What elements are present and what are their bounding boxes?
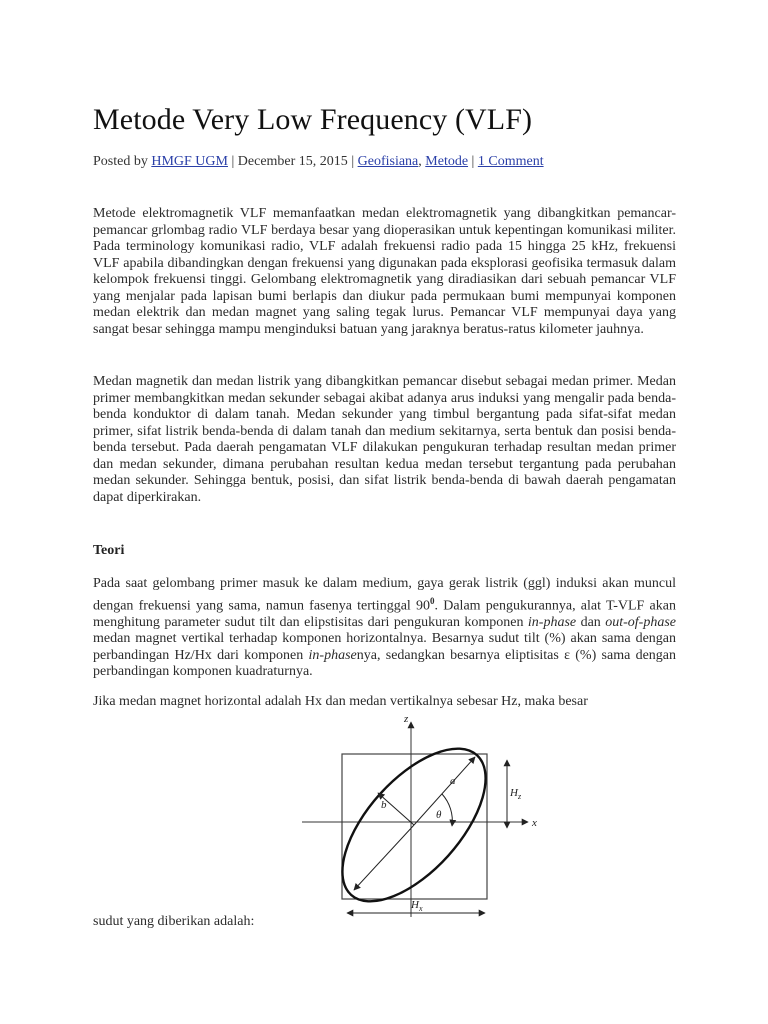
hx-sub: x — [418, 904, 423, 913]
bounding-box — [342, 754, 487, 899]
label-hz — [509, 787, 522, 801]
hz-main: H — [510, 787, 518, 799]
text-run: Pada saat gelombang primer masuk ke dalam medium, gaya gerak listrik (ggl) induksi akan muncul dengan frekuensi yang sama, namun fasenya tertinggal 90 — [93, 576, 676, 614]
ellipse-diagram — [272, 712, 552, 927]
text-run: dan — [576, 614, 606, 630]
comments-link[interactable]: 1 Comment — [477, 154, 544, 169]
meta-separator: | — [347, 154, 358, 169]
semi-major-axis-a — [414, 757, 475, 825]
emphasis: out-of-phase — [605, 614, 676, 630]
author-link[interactable]: HMGF UGM — [151, 154, 228, 169]
text-run: medan magnet vertikal terhadap komponen horizontalnya. Besarnya sudut tilt (%) akan sama dengan perbandingan Hz/Hx dari komponen — [93, 631, 676, 663]
post-date: December 15, 2015 — [237, 154, 348, 169]
emphasis: in-phase — [308, 647, 357, 663]
category-link-metode[interactable]: Metode — [425, 154, 469, 169]
hx-main: H — [411, 899, 419, 911]
paragraph-fields: Medan magnetik dan medan listrik yang dibangkitkan pemancar disebut sebagai medan primer. Medan primer membangkitkan medan sekunder sebagai akibat adanya arus induksi yang mengalir pada benda-benda konduktor di dalam tanah. Medan sekunder yang timbul bergantung pada sifat-sifat medan primer, sifat listrik benda-benda di dalam tanah dan medium sekitarnya, serta bentuk dan posisi benda-benda tersebut. Pada daerah pengamatan VLF dilakukan pengukuran terhadap resultan medan primer dan medan sekunder, dimana perubahan resultan kedua medan tersebut tergantung pada perubahan medan sekunder. Sehingga bentuk, posisi, dan sifat listrik benda-benda di bawah daerah pengamatan dapat diperkirakan. — [93, 374, 676, 505]
theta-arc — [442, 794, 452, 826]
hz-sub: z — [517, 792, 522, 801]
emphasis: in-phase — [527, 614, 577, 630]
paragraph-hx-hz: Jika medan magnet horizontal adalah Hx dan medan vertikalnya sebesar Hz, maka besar — [93, 694, 588, 709]
x-axis-label: x — [532, 817, 537, 829]
label-a: a — [450, 775, 456, 787]
figure-caption-text: sudut yang diberikan adalah: — [93, 914, 255, 929]
page-title: Metode Very Low Frequency (VLF) — [93, 103, 533, 136]
label-b: b — [381, 799, 387, 811]
text-run: . Dalam pengukurannya, alat T-VLF akan menghitung parameter sudut tilt dan elipstisitas dari pengukuran komponen — [93, 598, 676, 630]
label-theta: θ — [436, 809, 442, 821]
meta-separator: | — [227, 154, 238, 169]
paragraph-intro: Metode elektromagnetik VLF memanfaatkan medan elektromagnetik yang dibangkitkan pemancar-pemancar grlombag radio VLF berdaya besar yang dioperasikan untuk kepentingan komunikasi militer. Pada terminology komunikasi radio, VLF adalah frekuensi radio pada 15 hingga 25 kHz, frekuensi VLF apabila dibandingkan dengan frekuensi yang digunakan pada eksplorasi geofisika termasuk dalam kelompok frekuensi tinggi. Gelombang elektromagnetik yang diradiasikan dari sebuah pemancar VLF yang menjalar pada lapisan bumi berlapis dan diukur pada permukaan bumi mempunyai komponen medan elektrik dan medan magnet yang saling tegak lurus. Pemancar VLF mempunyai daya yang sangat besar sehingga mampu menginduksi batuan yang jaraknya beratus-ratus kilometer jauhnya. — [93, 206, 676, 337]
label-hx — [410, 899, 423, 913]
superscript: 0 — [430, 595, 435, 606]
paragraph-theory — [93, 576, 676, 681]
meta-separator: , — [418, 154, 426, 169]
posted-by-label: Posted by — [93, 154, 152, 169]
semi-major-axis-a-opposite — [354, 825, 414, 890]
category-link-geofisiana[interactable]: Geofisiana — [357, 154, 419, 169]
polarization-ellipse-figure — [272, 712, 552, 927]
section-heading-teori: Teori — [93, 543, 125, 558]
meta-separator: | — [468, 154, 478, 169]
post-meta — [93, 154, 544, 170]
z-axis-label: z — [404, 713, 409, 725]
text-run: nya, sedangkan besarnya eliptisitas ε (%) sama dengan perbandingan komponen kuadraturnya. — [93, 647, 677, 680]
